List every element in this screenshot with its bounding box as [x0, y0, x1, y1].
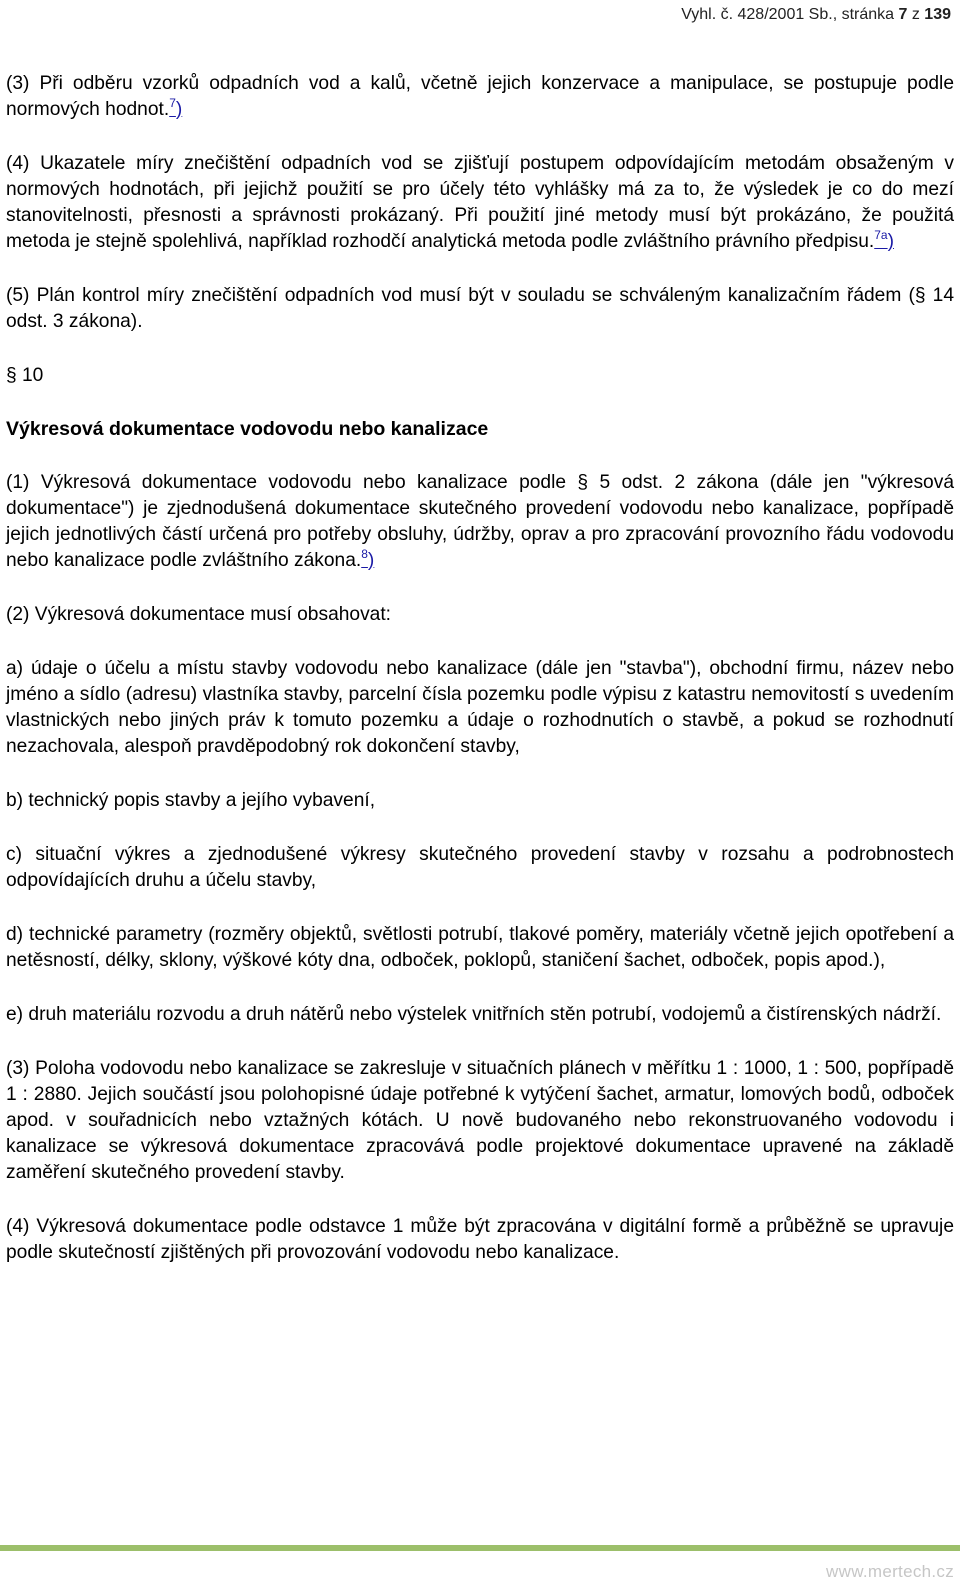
page-header [681, 6, 951, 24]
paragraph-5 [6, 283, 954, 335]
paragraph-4 [6, 151, 954, 255]
list-item-d: d) technické parametry (rozměry objektů, světlosti potrubí, tlakové poměry, materiály včetně jejich opotřebení a netěsností, délky, sklony, výškové kóty dna, odboček, poklopů, staničení šachet, odboček, popis apod.), [6, 924, 954, 971]
footnote-number: 8 [361, 547, 368, 561]
paragraph-5-text: (5) Plán kontrol míry znečištění odpadních vod musí být v souladu se schváleným kanalizačním řádem (§ 14 odst. 3 zákona). [6, 285, 954, 332]
footnote-link-7[interactable]: $^7$) [169, 96, 183, 120]
section-paragraph-1-text: (1) Výkresová dokumentace vodovodu nebo kanalizace podle § 5 odst. 2 zákona (dále jen "výkresová dokumentace") je zjednodušená dokumentace skutečného provedení vodovodu nebo kanalizace, popřípadě jejich jednotlivých částí určená pro potřeby obsluhy, údržby, oprav a pro zpracování provozního řádu vodovodu nebo kanalizace podle zvláštního zákona. [6, 472, 954, 571]
paragraph-4-text: (4) Ukazatele míry znečištění odpadních vod se zjišťují postupem odpovídajícím metodám obsaženým v normových hodnotách, při jejichž použití se pro účely této vyhlášky má za to, že výsledek je co do mezí stanovitelnosti, přesnosti a správnosti prokázaný. Při použití jiné metody musí být prokázáno, že použitá metoda je stejně spolehlivá, například rozhodčí analytická metoda podle zvláštního právního předpisu. [6, 153, 954, 252]
list-item-e: e) druh materiálu rozvodu a druh nátěrů nebo výstelek vnitřních stěn potrubí, vodojemů a čistírenských nádrží. [6, 1004, 942, 1025]
list-item-a: a) údaje o účelu a místu stavby vodovodu nebo kanalizace (dále jen "stavba"), obchodní firmu, název nebo jméno a sídlo (adresu) vlastníka stavby, parcelní čísla pozemku podle výpisu z katastru nemovitostí s uvedením vlastnických nebo jiných práv k tomuto pozemku a údaje o rozhodnutích o stavbě, a pokud se rozhodnutí nezachovala, alespoň pravděpodobný rok dokončení stavby, [6, 658, 954, 757]
header-prefix: Vyhl. č. 428/2001 Sb., stránka [681, 6, 899, 23]
footnote-link-7a[interactable]: $^{7a}$) [874, 228, 894, 252]
header-page-number: 7 [898, 6, 908, 23]
list-item-b: b) technický popis stavby a jejího vybavení, [6, 790, 376, 811]
footnote-number: 7a [874, 228, 888, 242]
footnote-number: 7 [169, 96, 176, 110]
footnote-link-8[interactable]: $^8$) [361, 547, 375, 571]
footer-url[interactable]: www.mertech.cz [826, 1562, 954, 1581]
section-paragraph-2: (2) Výkresová dokumentace musí obsahovat: [6, 604, 392, 625]
header-separator: z [907, 6, 925, 23]
section-title: Výkresová dokumentace vodovodu nebo kanalizace [6, 418, 489, 440]
section-paragraph-4: (4) Výkresová dokumentace podle odstavce 1 může být zpracována v digitální formě a průběžně se upravuje podle skutečností zjištěných při provozování vodovodu nebo kanalizace. [6, 1216, 954, 1263]
list-item-c: c) situační výkres a zjednodušené výkresy skutečného provedení stavby v rozsahu a podrobnostech odpovídajících druhu a účelu stavby, [6, 844, 954, 891]
footer-divider [0, 1545, 960, 1551]
document-body [6, 71, 954, 1294]
paragraph-3 [6, 71, 954, 123]
paragraph-3-text: (3) Při odběru vzorků odpadních vod a kalů, včetně jejich konzervace a manipulace, se postupuje podle normových hodnot. [6, 73, 954, 120]
section-paragraph-3: (3) Poloha vodovodu nebo kanalizace se zakresluje v situačních plánech v měřítku 1 : 1000, 1 : 500, popřípadě 1 : 2880. Jejich součástí jsou polohopisné údaje potřebné k vytýčení šachet, armatur, lomových bodů, odboček apod. v souřadnicích nebo vztažných kótách. U nově budovaného nebo rekonstruovaného vodovodu i kanalizace se výkresová dokumentace zpracovává podle projektové dokumentace upravené na základě zaměření skutečného provedení stavby. [6, 1058, 954, 1183]
header-page-total: 139 [924, 6, 951, 23]
section-number: § 10 [6, 365, 44, 386]
section-paragraph-1 [6, 470, 954, 574]
